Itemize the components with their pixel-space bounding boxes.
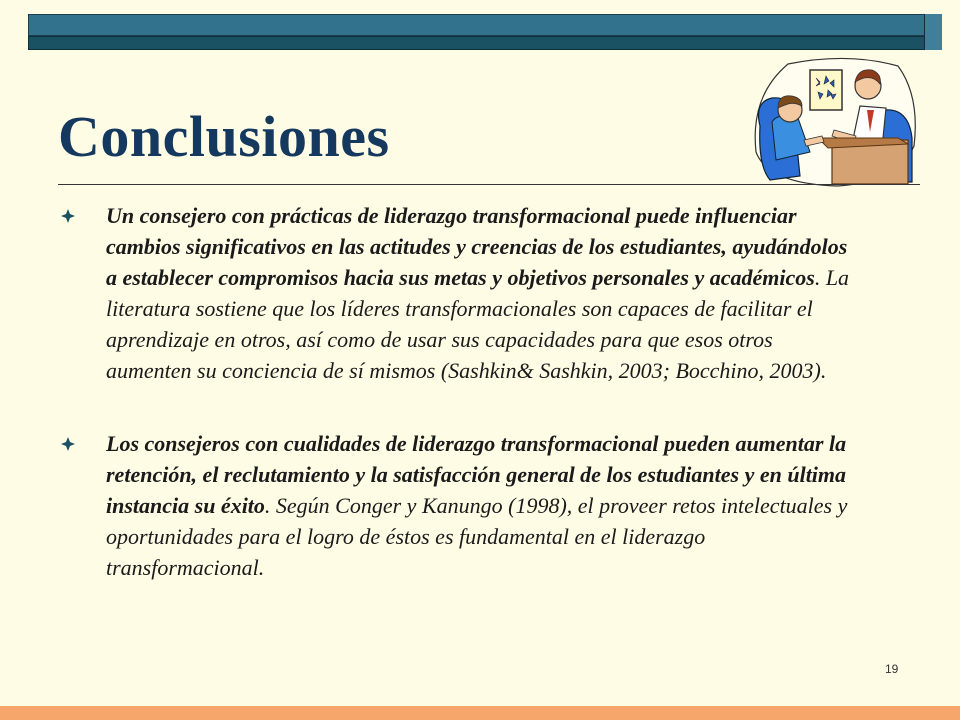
bullet-2-bold-text: Los consejeros con cualidades de liderazgo transformacional pueden aumentar la retención, el reclutamiento y la satisfacción general de los estudiantes y en última instancia su éxito [106, 431, 847, 518]
top-bar-end-block [924, 14, 942, 50]
bullet-2-text: . Según Conger y Kanungo (1998), el proveer retos intelectuales y oportunidades para el logro de éstos es fundamental en el liderazgo transformacional. [106, 493, 848, 580]
diamond-bullet-icon [61, 209, 75, 223]
bullet-1-bold-text: Un consejero con prácticas de liderazgo transformacional puede influenciar cambios significativos en las actitudes y creencias de los estudiantes, ayudándolos a establecer compromisos hacia sus metas y objetivos personales y académicos [106, 203, 848, 290]
page-number: 19 [885, 662, 899, 676]
bullet-list [58, 200, 858, 625]
bullet-item-1 [58, 200, 858, 386]
top-bar-sub-band [28, 36, 942, 50]
bullet-item-2 [58, 428, 858, 583]
diamond-bullet-icon [61, 437, 75, 451]
counselor-meeting-clipart [748, 56, 920, 188]
title-divider [58, 184, 920, 185]
bullet-1-text: . La literatura sostiene que los líderes transformacionales son capaces de facilitar el aprendizaje en otros, así como de usar sus capacidades para que esos otros aumenten su conciencia de sí mismos (Sashkin& Sashkin, 2003; Bocchino, 2003). [106, 265, 850, 383]
slide-title: Conclusiones [58, 104, 390, 169]
counselor-meeting-icon [748, 56, 920, 188]
top-bar-main-band [28, 14, 942, 36]
bottom-decorative-bar [0, 706, 960, 720]
top-decorative-bar [28, 14, 942, 52]
